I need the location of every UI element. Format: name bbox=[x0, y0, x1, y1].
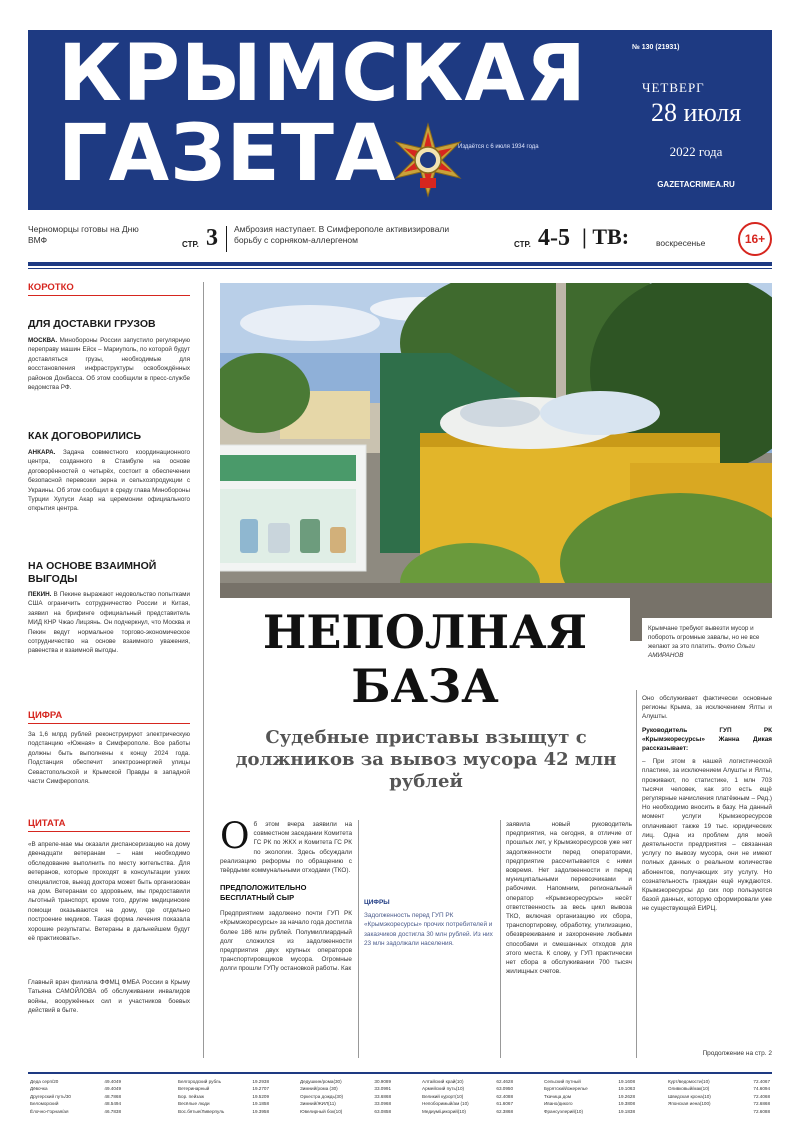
currency-value: 49.4049 bbox=[104, 1086, 121, 1092]
currency-value: 19.2707 bbox=[252, 1086, 269, 1092]
currency-value: 19.1838 bbox=[618, 1108, 635, 1114]
currency-name: Курт/ведомости(10) bbox=[668, 1079, 710, 1084]
currency-name: Ивано/дикого bbox=[544, 1101, 573, 1107]
currency-row bbox=[668, 1108, 770, 1115]
facts-box bbox=[364, 898, 494, 948]
figure-text: За 1,6 млрд рублей реконструируют электрическую подстанцию «Южная» в Симферополе. Все работы должны быть выполнены к концу 2024 года. Подстанция обеспечит электроэнергией улицы Севастопольской и Крымской Правды в западной части Симферополя. bbox=[28, 731, 190, 786]
currency-value: 48.7868 bbox=[104, 1093, 121, 1099]
currency-name: Вос.бятые/Ливерпуль bbox=[178, 1108, 225, 1114]
caption-text: Крымчане требуют вывезти мусор и побороть огромные завалы, но не все желают за это платить. bbox=[648, 625, 760, 650]
col1-body: Предприятием задолжено почти ГУП РК «Крымэкоресурсы» за начало года достигла более 186 млн рублей. Полумиллиардный долг сложился из задолженности предприятия двух крупных операторов транспортировщиков мусора. Огромные долги прошли ГУПу остановкой работы. Как bbox=[220, 910, 352, 973]
teaser-strip bbox=[28, 218, 772, 258]
newspaper-title bbox=[58, 29, 587, 199]
tv-label: | ТВ: bbox=[582, 224, 630, 249]
currency-value: 72.4067 bbox=[753, 1079, 770, 1084]
currency-row bbox=[178, 1100, 269, 1107]
rates-column-5 bbox=[544, 1078, 635, 1115]
currency-row bbox=[422, 1108, 513, 1115]
column-divider-1 bbox=[358, 820, 359, 1058]
currency-name: Бор. пейзаж bbox=[178, 1093, 205, 1099]
masthead bbox=[28, 30, 772, 210]
currency-name: Белгородский рубль bbox=[178, 1079, 221, 1084]
str-label-b: СТР. bbox=[514, 240, 531, 249]
currency-row bbox=[668, 1078, 770, 1085]
currency-name: Дёвочка bbox=[30, 1086, 48, 1092]
currency-name: Зимний/рома (30) bbox=[300, 1086, 338, 1092]
news-body-3 bbox=[28, 590, 190, 700]
subhead-free-cheese: ПРЕДПОЛОЖИТЕЛЬНО БЕСПЛАТНЫЙ СЫР bbox=[220, 883, 307, 903]
rates-column-3 bbox=[300, 1078, 391, 1115]
news-city-3: ПЕКИН. bbox=[28, 591, 52, 598]
currency-row bbox=[300, 1085, 391, 1092]
currency-value: 33.6868 bbox=[374, 1093, 391, 1099]
quote-author: Главный врач филиала ФФМЦ ФМБА России в Крыму Татьяна САМОЙЛОВА об обслуживании инвалидов войны, вооружённых сил и участников боевых действий в быте. bbox=[28, 979, 190, 1015]
currency-footer bbox=[28, 1072, 772, 1116]
news-head-3: НА ОСНОВЕ ВЗАИМНОЙ ВЫГОДЫ bbox=[28, 560, 157, 585]
currency-value: 19.3958 bbox=[252, 1108, 269, 1114]
currency-value: 61.6067 bbox=[496, 1101, 513, 1107]
photo-caption bbox=[642, 618, 772, 664]
header-rule bbox=[28, 262, 772, 266]
currency-row bbox=[300, 1100, 391, 1107]
currency-value: 46.7838 bbox=[104, 1108, 121, 1114]
issue-date: 28 июля bbox=[650, 98, 742, 127]
currency-row bbox=[30, 1085, 121, 1092]
tv-day[interactable]: воскресенье bbox=[656, 238, 706, 248]
currency-value: 62.4628 bbox=[496, 1079, 513, 1084]
currency-name: Алтайский край(10) bbox=[422, 1079, 464, 1084]
news-city-2: АНКАРА. bbox=[28, 449, 56, 456]
title-line-1: КРЫМСКАЯ bbox=[58, 29, 587, 119]
currency-name: Японская иена(100) bbox=[668, 1101, 711, 1107]
currency-row bbox=[668, 1100, 770, 1107]
continued-note[interactable]: Продолжение на стр. 2 bbox=[702, 1050, 772, 1057]
currency-name: Ветеринарный bbox=[178, 1086, 210, 1092]
founded-note: Издаётся с 6 июля 1934 года bbox=[458, 144, 539, 150]
currency-name: Ткачица дом bbox=[544, 1093, 571, 1099]
header-rule-thin bbox=[28, 268, 772, 269]
currency-name: Франсуэлерий(10) bbox=[544, 1108, 584, 1114]
page-ref-4-5[interactable]: 4-5 bbox=[538, 225, 570, 251]
currency-name: Дедушкин/рома(30) bbox=[300, 1079, 342, 1084]
currency-row bbox=[544, 1108, 635, 1115]
currency-value: 74.6094 bbox=[753, 1086, 770, 1092]
currency-row bbox=[668, 1093, 770, 1100]
article-column-3: заявила новый руководитель предприятия, на сегодня, в отличие от прошлых лет, у Крымэкоресурсов уже нет задолженности перед операторами, предприятие рассчитывается с ними вовремя. Нет задолженности и перед муниципальными перевозчиками и рабочими. Напомним, региональный оператор «Крымэкоресурсы» несёт ответственность за весь цикл вывоза ТКО, включая организацию их сбора, транспортировку, обработку, утилизацию, обезвреживание и захоронение любыми способами и смешанных отходов для этого места. К слову, у ГУП практически нет сбора в обслуживании 700 тысяч жилищных счетов. bbox=[506, 821, 632, 976]
news-text-1: Минобороны России запустило регулярную переправу машин Ейск – Мариуполь, по которой будут доставляться грузы, необходимые для восстановления инфраструктуры освобождённых районов Донбасса. Об этом сообщили в пресс-службе ведомства РФ. bbox=[28, 337, 190, 392]
news-body-1 bbox=[28, 336, 190, 416]
currency-row bbox=[300, 1093, 391, 1100]
column-divider-3 bbox=[636, 690, 637, 1058]
caption-credit: Фото Ольги АМИРАНОВ bbox=[648, 643, 755, 659]
currency-row bbox=[30, 1108, 121, 1115]
currency-value: 19.2628 bbox=[618, 1093, 635, 1099]
currency-row bbox=[178, 1078, 269, 1085]
article-subhead: Судебные приставы взыщут с должников за вывоз мусора 42 млн рублей bbox=[235, 727, 617, 792]
currency-name: Шведская крона(10) bbox=[668, 1093, 711, 1099]
currency-row bbox=[544, 1100, 635, 1107]
garbage-containers-image bbox=[220, 283, 772, 641]
currency-row bbox=[30, 1078, 121, 1085]
currency-row bbox=[300, 1108, 391, 1115]
currency-name: Армейский путь(10) bbox=[422, 1086, 465, 1092]
currency-name: Беломорский bbox=[30, 1101, 59, 1107]
currency-value: 19.1063 bbox=[618, 1086, 635, 1092]
news-body-2 bbox=[28, 448, 190, 548]
currency-value: 63.0858 bbox=[374, 1108, 391, 1114]
page-ref-3[interactable]: 3 bbox=[206, 225, 218, 251]
currency-name: Зимний/ЖИЛ(11) bbox=[300, 1101, 336, 1107]
weekday: ЧЕТВЕРГ bbox=[642, 80, 705, 95]
rates-column-4 bbox=[422, 1078, 513, 1115]
currency-value: 30.9089 bbox=[374, 1079, 391, 1084]
currency-value: 62.3868 bbox=[496, 1108, 513, 1114]
order-emblem-icon bbox=[390, 122, 466, 198]
currency-row bbox=[300, 1078, 391, 1085]
age-rating-badge: 16+ bbox=[738, 222, 772, 256]
news-text-3: В Пекине выражают недовольство попытками США ограничить сотрудничество России и Китая, заявил на брифинге официальный представитель МИД КНР Чжао Лицзянь. Он подчеркнул, что Москва и Пекин ведут нормальное торгово-экономическое сотрудничество на основе взаимного уважения, равенства и взаимной выгоды. bbox=[28, 591, 190, 655]
col4-intro: Оно обслуживает фактически основные регионы Крыма, за исключением Ялты и Алушты. bbox=[642, 695, 772, 721]
currency-row bbox=[544, 1093, 635, 1100]
sidebar-divider bbox=[203, 282, 204, 1058]
currency-name: Великий курорт(10) bbox=[422, 1093, 464, 1099]
currency-name: Весёлые люди bbox=[178, 1101, 210, 1107]
news-text-2: Задача совместного координационного центра, созданного в Стамбуле на основе договорённостей о четырёх, состоит в обеспечении безопасной перевозки зерна и сельхозпродукции с Украины. Об этом сообщил в среду глава Минобороны Турции Хулуси Акар на церемонии официального открытия центра. bbox=[28, 449, 190, 513]
teaser-left-text[interactable]: Черноморцы готовы на Дню ВМФ bbox=[28, 224, 139, 245]
currency-row bbox=[178, 1108, 269, 1115]
currency-value: 19.1608 bbox=[618, 1079, 635, 1084]
currency-row bbox=[422, 1078, 513, 1085]
headline-line-2: БАЗА bbox=[351, 659, 499, 713]
quote-text: «В апреле-мае мы оказали диспансеризацию на дому двенадцати ветеранам – нам необходимо обследование выполнить по месту жительства. Для ветеранов, которые проходят в консультации узких специалистов, выезд доктора может быть организован на дом. Ветеранам со здоровьем, мы предоставили льготный транспорт, кроме того, другие медицинские помощи оказываются на дому, где отдельно построение медиков. Такая форма лечения показала хорошие результаты. Ветераны в дальнейшем будут её практиковать». bbox=[28, 841, 190, 943]
currency-value: 33.0968 bbox=[374, 1101, 391, 1107]
news-head-1: ДЛЯ ДОСТАВКИ ГРУЗОВ bbox=[28, 318, 156, 330]
rates-column-2 bbox=[178, 1078, 269, 1115]
currency-row bbox=[422, 1093, 513, 1100]
currency-name: Другерский путь/30 bbox=[30, 1093, 71, 1099]
str-label-a: СТР. bbox=[182, 240, 199, 249]
issue-year: 2022 года bbox=[669, 144, 723, 159]
col1-lead: б этом вчера заявили на совместном заседании Комитета ГС РК по ЖКХ и Комитета ГС РК по экологии. Здесь обсуждали реализацию реформы по обращению с твёрдыми коммунальными отходами (ТКО). bbox=[220, 821, 352, 875]
issue-number: № 130 (21931) bbox=[632, 44, 680, 51]
teaser-middle-text[interactable]: Амброзия наступает. В Симферополе активизировали борьбу с сорняком-аллергеном bbox=[234, 224, 450, 245]
facts-label: ЦИФРЫ bbox=[364, 899, 390, 906]
currency-name: Оркестра дождь(30) bbox=[300, 1093, 344, 1099]
currency-name: Медиум/цикорий(10) bbox=[422, 1108, 466, 1114]
column-divider-2 bbox=[500, 820, 501, 1058]
issue-info bbox=[620, 30, 772, 210]
currency-value: 33.0991 bbox=[374, 1086, 391, 1092]
currency-name: Ювелирный бок(10) bbox=[300, 1108, 343, 1114]
currency-row bbox=[178, 1093, 269, 1100]
currency-value: 62.4088 bbox=[496, 1093, 513, 1099]
currency-row bbox=[30, 1100, 121, 1107]
currency-value: 49.4049 bbox=[104, 1079, 121, 1084]
currency-row bbox=[544, 1078, 635, 1085]
currency-name: Оливковый/мак(10) bbox=[668, 1086, 710, 1092]
currency-name: Ёлочно-Горная/ая bbox=[30, 1108, 69, 1114]
currency-value: 72.4068 bbox=[753, 1093, 770, 1099]
currency-row bbox=[544, 1085, 635, 1092]
section-figure: ЦИФРА bbox=[28, 710, 190, 724]
rates-column-6 bbox=[668, 1078, 770, 1115]
currency-value: 19.3808 bbox=[618, 1101, 635, 1107]
currency-value: 72.6088 bbox=[753, 1108, 770, 1114]
currency-row bbox=[668, 1085, 770, 1092]
currency-value: 19.5209 bbox=[252, 1093, 269, 1099]
currency-value: 72.6868 bbox=[753, 1101, 770, 1107]
currency-name: Бурятский/ожерелье bbox=[544, 1086, 588, 1092]
currency-name: Непоборимый/ам (10) bbox=[422, 1101, 469, 1107]
currency-row bbox=[178, 1085, 269, 1092]
headline-line-1: НЕПОЛНАЯ bbox=[262, 605, 588, 659]
rates-column-1 bbox=[30, 1078, 121, 1115]
currency-row bbox=[422, 1085, 513, 1092]
currency-row bbox=[30, 1093, 121, 1100]
currency-value: 48.5494 bbox=[104, 1101, 121, 1107]
facts-text: Задолженность перед ГУП РК «Крымэкоресурсы» прочих потребителей и заказчиков достигла 30 млн рублей. Из них 23 млн задолжали населения. bbox=[364, 912, 493, 947]
section-briefly: КОРОТКО bbox=[28, 282, 190, 296]
teaser-divider bbox=[226, 226, 227, 252]
col4-quote: – При этом в нашей логистической пластике, за исключением Алушты и Ялты, проживают, по статистике, 1 млн 703 тысячи человек, как это есть ещё регулярные начисления платёжным – Ред.) Но необходимо вносить в базу. На данный момент услуги Крымэкоресурсов оплачивают также 19 тыс. юридических лиц. Одна из проблем для моей деятельности предприятия – связанная услугу по вывозу мусора, они не имеют полных данных о реальном количестве абонентов, получающих эту услугу. Но сознательность граждан ещё нуждаются. Крымэкоресурсы до сих пор пользуются базой данных, которую сформировали уже не существующей ЕИРЦ. bbox=[642, 758, 772, 913]
news-head-2: КАК ДОГОВОРИЛИСЬ bbox=[28, 430, 142, 442]
news-city-1: МОСКВА. bbox=[28, 337, 58, 344]
main-photo bbox=[220, 283, 772, 641]
title-line-2: ГАЗЕТА bbox=[58, 109, 397, 199]
currency-name: Деда серп/20 bbox=[30, 1079, 59, 1084]
currency-value: 19.1858 bbox=[252, 1101, 269, 1107]
article-column-1 bbox=[220, 816, 352, 974]
currency-row bbox=[422, 1100, 513, 1107]
currency-value: 63.0950 bbox=[496, 1086, 513, 1092]
dropcap: О bbox=[220, 816, 250, 857]
website-link[interactable]: GAZETACRIMEA.RU bbox=[657, 180, 735, 189]
article-column-4 bbox=[642, 694, 772, 914]
col4-person: Руководитель ГУП РК «Крымэкоресурсы» Жанна Дикая рассказывает: bbox=[642, 726, 772, 753]
currency-name: Сельский путный bbox=[544, 1079, 581, 1084]
headline-box bbox=[220, 598, 630, 718]
section-quote: ЦИТАТА bbox=[28, 818, 190, 832]
currency-value: 19.2938 bbox=[252, 1079, 269, 1084]
